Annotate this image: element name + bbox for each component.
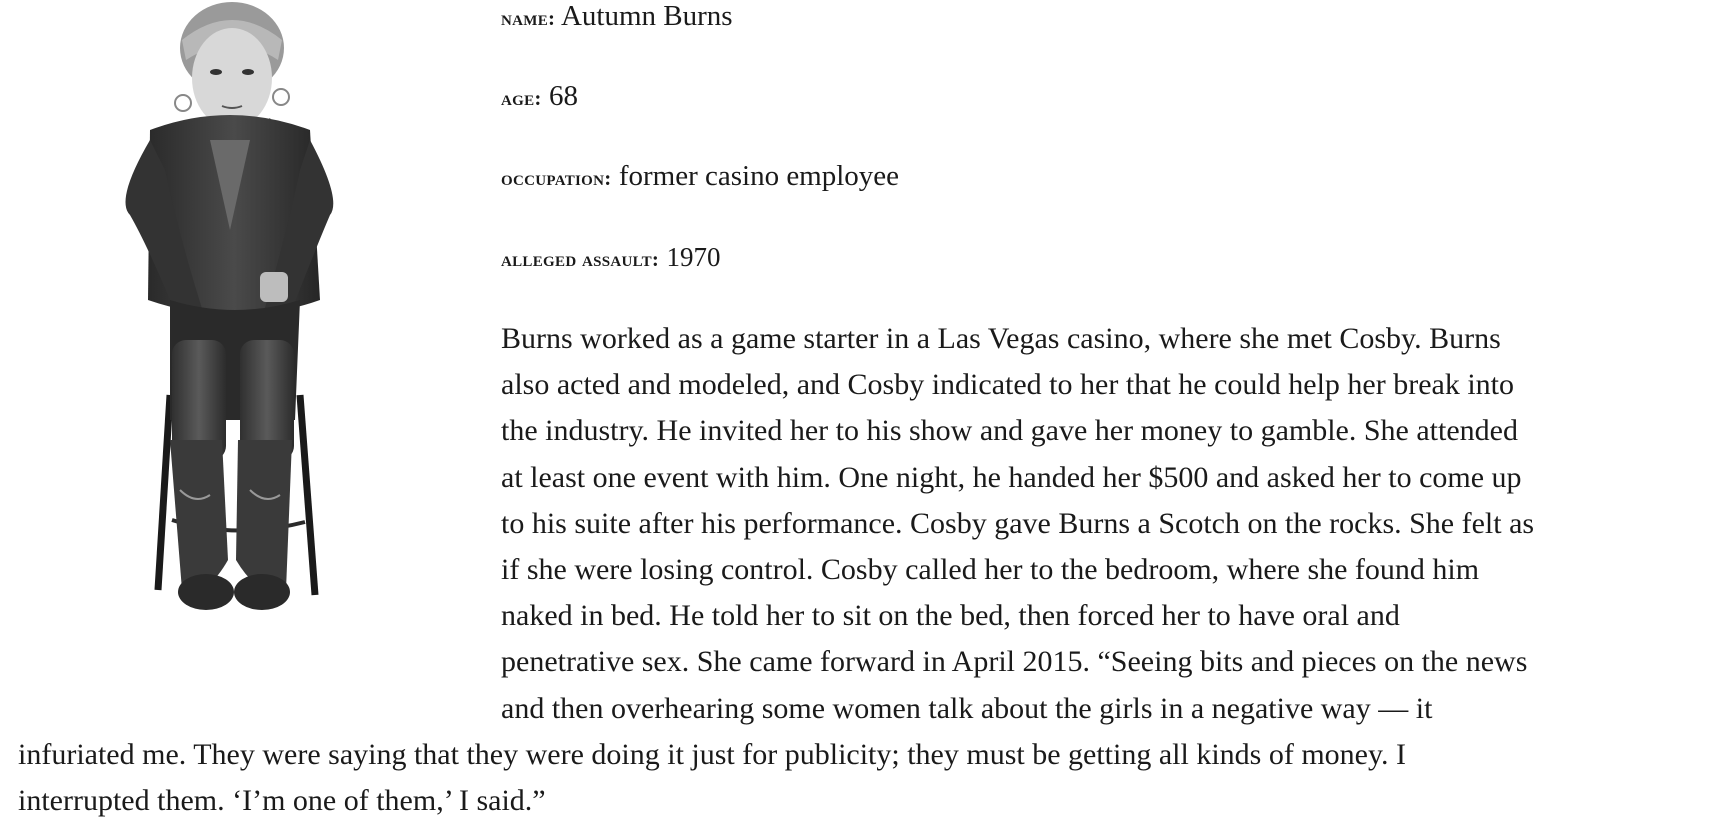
age-fact [501, 80, 578, 113]
bio-line: interrupted them. ‘I’m one of them,’ I said.” [18, 784, 546, 818]
name-value: Autumn Burns [560, 0, 733, 32]
occupation-fact [501, 160, 899, 193]
bio-line: to his suite after his performance. Cosby gave Burns a Scotch on the rocks. She felt as [501, 506, 1535, 540]
alleged-assault-label: alleged assault: [501, 247, 660, 271]
bio-line: the industry. He invited her to his show and gave her money to gamble. She attended [501, 414, 1518, 448]
name-label: name: [501, 6, 556, 30]
name-fact [501, 0, 733, 33]
bio-line: naked in bed. He told her to sit on the bed, then forced her to have oral and [501, 599, 1400, 633]
occupation-label: occupation: [501, 166, 612, 190]
alleged-assault-fact [501, 241, 720, 274]
bio-line: if she were losing control. Cosby called her to the bedroom, where she found him [501, 553, 1480, 587]
bio-line: penetrative sex. She came forward in April 2015. “Seeing bits and pieces on the news [501, 645, 1528, 679]
bio-line: at least one event with him. One night, he handed her $500 and asked her to come up [501, 460, 1522, 494]
bio-line: and then overhearing some women talk about the girls in a negative way — it [501, 691, 1433, 725]
bio-paragraph [18, 316, 1718, 824]
age-label: age: [501, 86, 542, 110]
age-value: 68 [548, 80, 578, 112]
bio-line: Burns worked as a game starter in a Las Vegas casino, where she met Cosby. Burns [501, 322, 1501, 355]
occupation-value: former casino employee [618, 160, 900, 192]
bio-line: also acted and modeled, and Cosby indicated to her that he could help her break into [501, 368, 1515, 402]
bio-line: infuriated me. They were saying that they were doing it just for publicity; they must be getting all kinds of money. I [18, 737, 1407, 771]
alleged-assault-value: 1970 [666, 242, 721, 272]
